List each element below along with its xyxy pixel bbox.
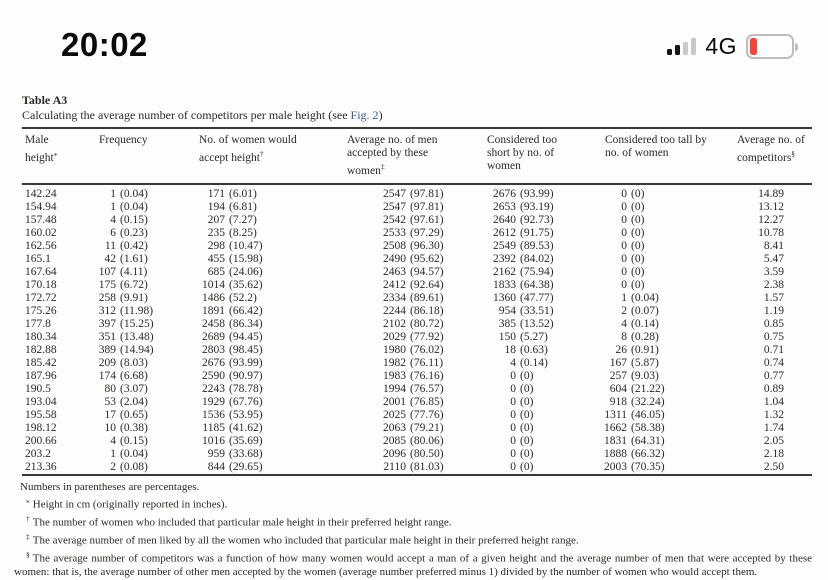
cell: 162.56 xyxy=(25,239,57,252)
cell: 1888 (66.32) xyxy=(604,447,665,460)
column-header: Frequency xyxy=(99,134,148,146)
cell: 194 (6.81) xyxy=(207,200,257,213)
cell: 1929 (67.76) xyxy=(202,395,263,408)
cell: 185.42 xyxy=(25,356,57,369)
cell: 80 (3.07) xyxy=(104,382,148,395)
cell: 2612 (91.75) xyxy=(493,226,554,239)
cell: 10.78 xyxy=(758,226,784,239)
table-row xyxy=(22,318,812,331)
cell: 190.5 xyxy=(25,382,51,395)
cell: 1 (0.04) xyxy=(110,447,148,460)
cell: 1486 (52.2) xyxy=(202,291,257,304)
cell: 2676 (93.99) xyxy=(202,356,263,369)
cell: 193.04 xyxy=(25,395,57,408)
table-row xyxy=(22,214,812,227)
cell: 2458 (86.34) xyxy=(202,317,263,330)
cell: 1994 (76.57) xyxy=(383,382,444,395)
caption-close: ) xyxy=(378,108,383,122)
cell: 2162 (75.94) xyxy=(493,265,554,278)
column-header: Average no. of competitors§ xyxy=(737,134,805,164)
cell: 298 (10.47) xyxy=(207,239,263,252)
cell: 198.12 xyxy=(25,421,57,434)
table-row xyxy=(22,266,812,279)
table-header xyxy=(22,128,812,184)
cell: 165.1 xyxy=(25,252,51,265)
cell: 2803 (98.45) xyxy=(202,343,263,356)
cell: 1 (0.04) xyxy=(621,291,659,304)
table-row xyxy=(22,422,812,435)
cell: 174 (6.68) xyxy=(98,369,148,382)
cell: 0 (0) xyxy=(510,434,534,447)
cell: 1.04 xyxy=(763,395,784,408)
cell: 4 (0.14) xyxy=(621,317,659,330)
cell: 171 (6.01) xyxy=(207,187,257,200)
cell: 10 (0.38) xyxy=(104,421,148,434)
table-row xyxy=(22,448,812,461)
cell: 1833 (64.38) xyxy=(493,278,554,291)
cell: 2689 (94.45) xyxy=(202,330,263,343)
footnotes xyxy=(14,481,812,580)
caption-text: Calculating the average number of competitors per male height (see xyxy=(22,108,351,122)
cell: 2590 (90.97) xyxy=(202,369,263,382)
cell: 1831 (64.31) xyxy=(604,434,665,447)
cell: 157.48 xyxy=(25,213,57,226)
cell: 1.19 xyxy=(763,304,784,317)
table-row xyxy=(22,227,812,240)
cell: 604 (21.22) xyxy=(609,382,665,395)
status-time: 20:02 xyxy=(61,26,148,63)
cell: 1.32 xyxy=(763,408,784,421)
cell: 918 (32.24) xyxy=(609,395,665,408)
fig-2-link[interactable]: Fig. 2 xyxy=(350,108,379,122)
table-body xyxy=(22,184,812,475)
cell: 2.38 xyxy=(763,278,784,291)
table-row xyxy=(22,305,812,318)
table-label: Table A3 xyxy=(22,93,68,107)
cell: 4 (0.15) xyxy=(110,434,148,447)
cell: 1983 (76.16) xyxy=(383,369,444,382)
cell: 107 (4.11) xyxy=(98,265,148,278)
table-row xyxy=(22,240,812,253)
cell: 2063 (79.21) xyxy=(383,421,444,434)
cell: 954 (33.51) xyxy=(498,304,554,317)
column-header: Considered too short by no. of women xyxy=(487,134,557,172)
cell: 0 (0) xyxy=(510,447,534,460)
cell: 0 (0) xyxy=(510,460,534,473)
cell: 18 (0.63) xyxy=(504,343,548,356)
cell: 142.24 xyxy=(25,187,57,200)
cell: 11 (0.42) xyxy=(104,239,148,252)
cell: 0 (0) xyxy=(621,278,645,291)
table-row xyxy=(22,201,812,214)
cell: 2392 (84.02) xyxy=(493,252,554,265)
cell: 200.66 xyxy=(25,434,57,447)
cell: 2003 (70.35) xyxy=(604,460,665,473)
cell: 1662 (58.38) xyxy=(604,421,665,434)
cell: 177.8 xyxy=(25,317,51,330)
column-header: Male height⁎ xyxy=(25,134,58,164)
cell: 2640 (92.73) xyxy=(493,213,554,226)
cell: 0 (0) xyxy=(510,369,534,382)
cell: 0 (0) xyxy=(621,187,645,200)
table-row xyxy=(22,344,812,357)
cell: 685 (24.06) xyxy=(207,265,263,278)
cell: 1.57 xyxy=(763,291,784,304)
cell: 0 (0) xyxy=(621,265,645,278)
cell: 0.71 xyxy=(763,343,784,356)
cell: 5.47 xyxy=(763,252,784,265)
cell: 0 (0) xyxy=(621,252,645,265)
cell: 2653 (93.19) xyxy=(493,200,554,213)
table-row xyxy=(22,383,812,396)
network-type-label: 4G xyxy=(705,33,737,59)
cell: 0.77 xyxy=(763,369,784,382)
cell: 0 (0) xyxy=(621,200,645,213)
cell: 12.27 xyxy=(758,213,784,226)
cell: 2542 (97.61) xyxy=(383,213,444,226)
cell: 8 (0.28) xyxy=(621,330,659,343)
cell: 170.18 xyxy=(25,278,57,291)
cell: 2096 (80.50) xyxy=(383,447,444,460)
footnote-item: ‡ The average number of men liked by all the women who included that particular male height in their preferred height range. xyxy=(26,532,579,548)
cell: 0.89 xyxy=(763,382,784,395)
cell: 2085 (80.06) xyxy=(383,434,444,447)
cell: 203.2 xyxy=(25,447,51,460)
cell: 1 (0.04) xyxy=(110,200,148,213)
cell: 312 (11.98) xyxy=(98,304,154,317)
cell: 6 (0.23) xyxy=(110,226,148,239)
cell: 172.72 xyxy=(25,291,57,304)
cellular-signal-icon xyxy=(667,38,696,55)
table-row xyxy=(22,331,812,344)
cell: 8.41 xyxy=(763,239,784,252)
cell: 175 (6.72) xyxy=(98,278,148,291)
data-table xyxy=(22,127,812,476)
cell: 1891 (66.42) xyxy=(202,304,263,317)
cell: 844 (29.65) xyxy=(207,460,263,473)
cell: 1.74 xyxy=(763,421,784,434)
column-header: Considered too tall by no. of women xyxy=(605,134,707,159)
cell: 1311 (46.05) xyxy=(604,408,665,421)
cell: 182.88 xyxy=(25,343,57,356)
cell: 4 (0.15) xyxy=(110,213,148,226)
column-header: No. of women would accept height† xyxy=(199,134,297,164)
cell: 0.75 xyxy=(763,330,784,343)
cell: 1982 (76.11) xyxy=(383,356,444,369)
cell: 385 (13.52) xyxy=(498,317,554,330)
cell: 17 (0.65) xyxy=(104,408,148,421)
cell: 175.26 xyxy=(25,304,57,317)
cell: 2490 (95.62) xyxy=(383,252,444,265)
cell: 187.96 xyxy=(25,369,57,382)
cell: 2549 (89.53) xyxy=(493,239,554,252)
cell: 1360 (47.77) xyxy=(493,291,554,304)
cell: 2334 (89.61) xyxy=(383,291,444,304)
table-row xyxy=(22,253,812,266)
cell: 2676 (93.99) xyxy=(493,187,554,200)
cell: 195.58 xyxy=(25,408,57,421)
cell: 2102 (80.72) xyxy=(383,317,444,330)
cell: 0 (0) xyxy=(510,408,534,421)
cell: 154.94 xyxy=(25,200,57,213)
cell: 0 (0) xyxy=(510,382,534,395)
cell: 2.05 xyxy=(763,434,784,447)
cell: 2029 (77.92) xyxy=(383,330,444,343)
cell: 13.12 xyxy=(758,200,784,213)
table-row xyxy=(22,461,812,475)
cell: 2.18 xyxy=(763,447,784,460)
cell: 2533 (97.29) xyxy=(383,226,444,239)
cell: 0 (0) xyxy=(621,239,645,252)
table-row xyxy=(22,357,812,370)
cell: 2412 (92.64) xyxy=(383,278,444,291)
footnote-general: Numbers in parentheses are percentages. xyxy=(20,480,200,493)
cell: 351 (13.48) xyxy=(98,330,154,343)
cell: 14.89 xyxy=(758,187,784,200)
cell: 180.34 xyxy=(25,330,57,343)
table-row xyxy=(22,396,812,409)
cell: 160.02 xyxy=(25,226,57,239)
cell: 1185 (41.62) xyxy=(202,421,263,434)
footnote-item: § The average number of competitors was a function of how many women would accept a man of a given height and the average number of men that were accepted by these women: that is, the average number of other men accepted by the women (average number preferred minus 1) divided by the number of women who would accept them. xyxy=(14,550,812,579)
cell: 389 (14.94) xyxy=(98,343,154,356)
cell: 2.50 xyxy=(763,460,784,473)
cell: 0 (0) xyxy=(621,226,645,239)
cell: 2 (0.07) xyxy=(621,304,659,317)
cell: 1014 (35.62) xyxy=(202,278,263,291)
status-icons xyxy=(667,33,798,60)
cell: 0 (0) xyxy=(621,213,645,226)
cell: 235 (8.25) xyxy=(207,226,257,239)
cell: 42 (1.61) xyxy=(104,252,148,265)
cell: 2547 (97.81) xyxy=(383,187,444,200)
cell: 213.36 xyxy=(25,460,57,473)
cell: 0.74 xyxy=(763,356,784,369)
battery-icon xyxy=(746,34,798,59)
cell: 2110 (81.03) xyxy=(383,460,444,473)
cell: 258 (9.91) xyxy=(98,291,148,304)
cell: 167 (5.87) xyxy=(609,356,659,369)
cell: 167.64 xyxy=(25,265,57,278)
table-row xyxy=(22,370,812,383)
cell: 1536 (53.95) xyxy=(202,408,263,421)
status-bar xyxy=(0,0,828,72)
footnote-item: ⁎ Height in cm (originally reported in inches). xyxy=(26,496,228,511)
table-row xyxy=(22,435,812,448)
cell: 209 (8.03) xyxy=(98,356,148,369)
cell: 2244 (86.18) xyxy=(383,304,444,317)
cell: 2 (0.08) xyxy=(110,460,148,473)
cell: 2243 (78.78) xyxy=(202,382,263,395)
cell: 0.85 xyxy=(763,317,784,330)
footnote-item: † The number of women who included that particular male height in their preferred height range. xyxy=(26,514,452,529)
cell: 2001 (76.85) xyxy=(383,395,444,408)
table-row xyxy=(22,409,812,422)
cell: 2025 (77.76) xyxy=(383,408,444,421)
cell: 0 (0) xyxy=(510,395,534,408)
table-row xyxy=(22,292,812,305)
cell: 4 (0.14) xyxy=(510,356,548,369)
cell: 26 (0.91) xyxy=(615,343,659,356)
cell: 1016 (35.69) xyxy=(202,434,263,447)
column-header: Average no. of men accepted by these women‡ xyxy=(347,134,438,177)
table-row xyxy=(22,279,812,292)
cell: 207 (7.27) xyxy=(207,213,257,226)
cell: 150 (5.27) xyxy=(498,330,548,343)
cell: 3.59 xyxy=(763,265,784,278)
cell: 2463 (94.57) xyxy=(383,265,444,278)
cell: 959 (33.68) xyxy=(207,447,263,460)
cell: 455 (15.98) xyxy=(207,252,263,265)
cell: 1 (0.04) xyxy=(110,187,148,200)
table-caption xyxy=(22,108,828,122)
cell: 2508 (96.30) xyxy=(383,239,444,252)
table-row xyxy=(22,184,812,201)
cell: 397 (15.25) xyxy=(98,317,154,330)
cell: 0 (0) xyxy=(510,421,534,434)
header-row xyxy=(22,128,812,184)
cell: 257 (9.03) xyxy=(609,369,659,382)
cell: 1980 (76.02) xyxy=(383,343,444,356)
paper-page xyxy=(0,93,828,580)
cell: 53 (2.04) xyxy=(104,395,148,408)
cell: 2547 (97.81) xyxy=(383,200,444,213)
